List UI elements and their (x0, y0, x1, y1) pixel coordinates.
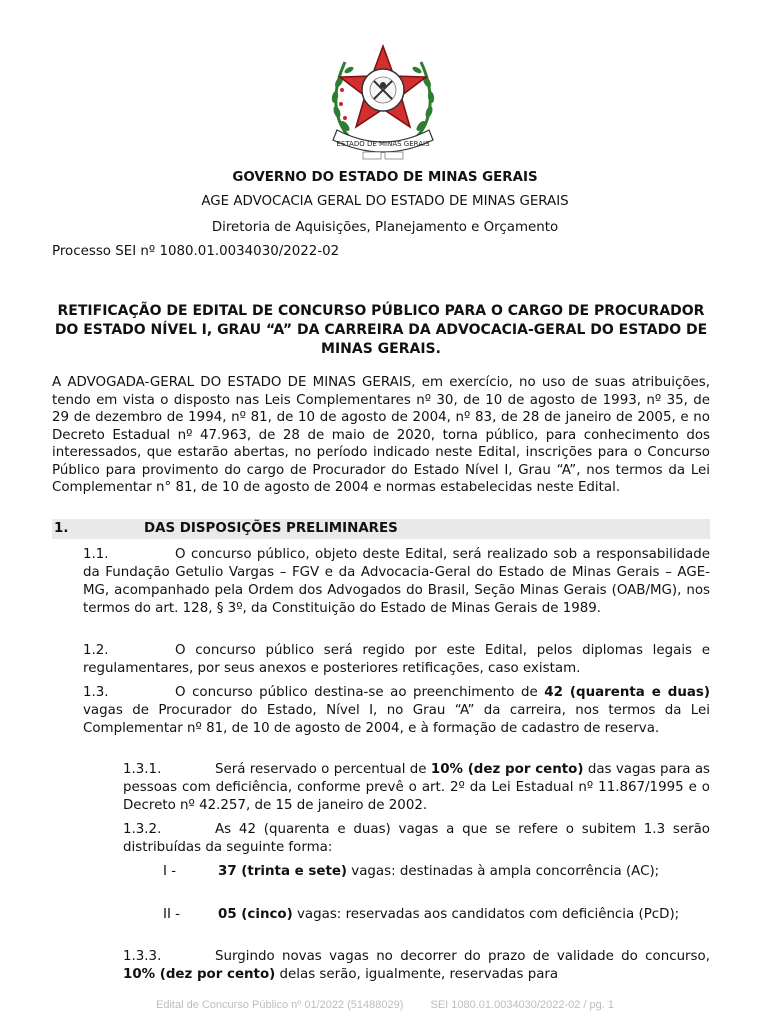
section-heading (52, 519, 710, 539)
item-number: 1.3.1. (123, 762, 162, 777)
item-1-3-3 (123, 948, 710, 984)
item-number: 1.1. (83, 547, 109, 562)
item-text-continued: das vagas para as pessoas com deficiência, conforme prevê o art. 2º da Lei Estadual nº 11.867/1995 e o Decreto nº 42.257, de 15 de janeiro de 2002. (123, 762, 710, 813)
page-footer (0, 999, 770, 1011)
inciso-text: vagas: destinadas à ampla concorrência (AC); (347, 864, 660, 879)
item-text: Será reservado o percentual de (215, 762, 431, 777)
intro-paragraph: A ADVOGADA-GERAL DO ESTADO DE MINAS GERAIS, em exercício, no uso de suas atribuições, tendo em vista o disposto nas Leis Complementares nº 30, de 10 de agosto de 1993, nº 35, de 29 de dezembro de 1994, nº 81, de 10 de agosto de 2004, nº 83, de 28 de janeiro de 2005, e no Decreto Estadual nº 47.963, de 28 de maio de 2020, torna público, para conhecimento dos interessados, que estarão abertas, no período indicado neste Edital, inscrições para o Concurso Público para provimento do cargo de Procurador do Estado Nível I, Grau “A”, nos termos da Lei Complementar n° 81, de 10 de agosto de 2004 e normas estabelecidas neste Edital. (52, 375, 710, 495)
footer-page-number: SEI 1080.01.0034030/2022-02 / pg. 1 (430, 999, 614, 1011)
item-number: 1.3.2. (123, 822, 162, 837)
inciso-2 (163, 906, 710, 924)
item-emphasis: 42 (quarenta e duas) (544, 685, 710, 700)
item-text-continued: delas serão, igualmente, reservadas para (275, 967, 559, 982)
inciso-1 (163, 863, 710, 881)
item-text-continued: vagas de Procurador do Estado, Nível I, no Grau “A” da carreira, nos termos da Lei Complementar nº 81, de 10 de agosto de 2004, e à formação de cadastro de reserva. (83, 703, 710, 736)
item-text: O concurso público será regido por este Edital, pelos diplomas legais e regulamentares, por seus anexos e posteriores retificações, caso existam. (83, 643, 710, 676)
item-1-3 (83, 684, 710, 738)
item-number: 1.2. (83, 643, 109, 658)
item-1-3-1 (123, 761, 710, 815)
item-text: O concurso público destina-se ao preenchimento de (175, 685, 545, 700)
item-number: 1.3.3. (123, 949, 162, 964)
item-text: As 42 (quarenta e duas) vagas a que se refere o subitem 1.3 serão distribuídas da seguinte forma: (123, 822, 710, 855)
inciso-emphasis: 05 (cinco) (218, 907, 293, 922)
item-1-2 (83, 642, 710, 678)
inciso-text: vagas: reservadas aos candidatos com deficiência (PcD); (292, 907, 680, 922)
agency-heading: AGE ADVOCACIA GERAL DO ESTADO DE MINAS GERAIS (201, 194, 569, 209)
item-emphasis: 10% (dez por cento) (123, 967, 276, 982)
item-number: 1.3. (83, 685, 109, 700)
footer-document-id: Edital de Concurso Público nº 01/2022 (51488029) (156, 999, 404, 1011)
emblem-ribbon-text: ESTADO DE MINAS GERAIS (336, 140, 430, 148)
inciso-number: I - (163, 864, 177, 879)
item-emphasis: 10% (dez por cento) (430, 762, 584, 777)
section-label: DAS DISPOSIÇÕES PRELIMINARES (144, 521, 398, 536)
inciso-emphasis: 37 (trinta e sete) (218, 864, 348, 879)
item-text: O concurso público, objeto deste Edital, será realizado sob a responsabilidade da Fundação Getulio Vargas – FGV e da Advocacia-Geral do Estado de Minas Gerais – AGE-MG, acompanhado pela Ordem dos Advogados do Brasil, Seção Minas Gerais (OAB/MG), nos termos do art. 128, § 3º, da Constituição do Estado de Minas Gerais de 1989. (83, 547, 710, 616)
coat-of-arms-emblem (315, 42, 451, 162)
item-1-1 (83, 546, 710, 618)
department-heading: Diretoria de Aquisições, Planejamento e Orçamento (211, 220, 559, 235)
section-number: 1. (54, 521, 69, 536)
government-heading: GOVERNO DO ESTADO DE MINAS GERAIS (232, 170, 538, 185)
process-number: Processo SEI nº 1080.01.0034030/2022-02 (52, 244, 340, 259)
inciso-number: II - (163, 907, 180, 922)
item-1-3-2 (123, 821, 710, 857)
item-text: Surgindo novas vagas no decorrer do prazo de validade do concurso, (215, 949, 710, 964)
document-title: RETIFICAÇÃO DE EDITAL DE CONCURSO PÚBLICO PARA O CARGO DE PROCURADOR DO ESTADO NÍVEL I, GRAU “A” DA CARREIRA DA ADVOCACIA-GERAL DO ESTADO DE MINAS GERAIS. (54, 303, 708, 357)
